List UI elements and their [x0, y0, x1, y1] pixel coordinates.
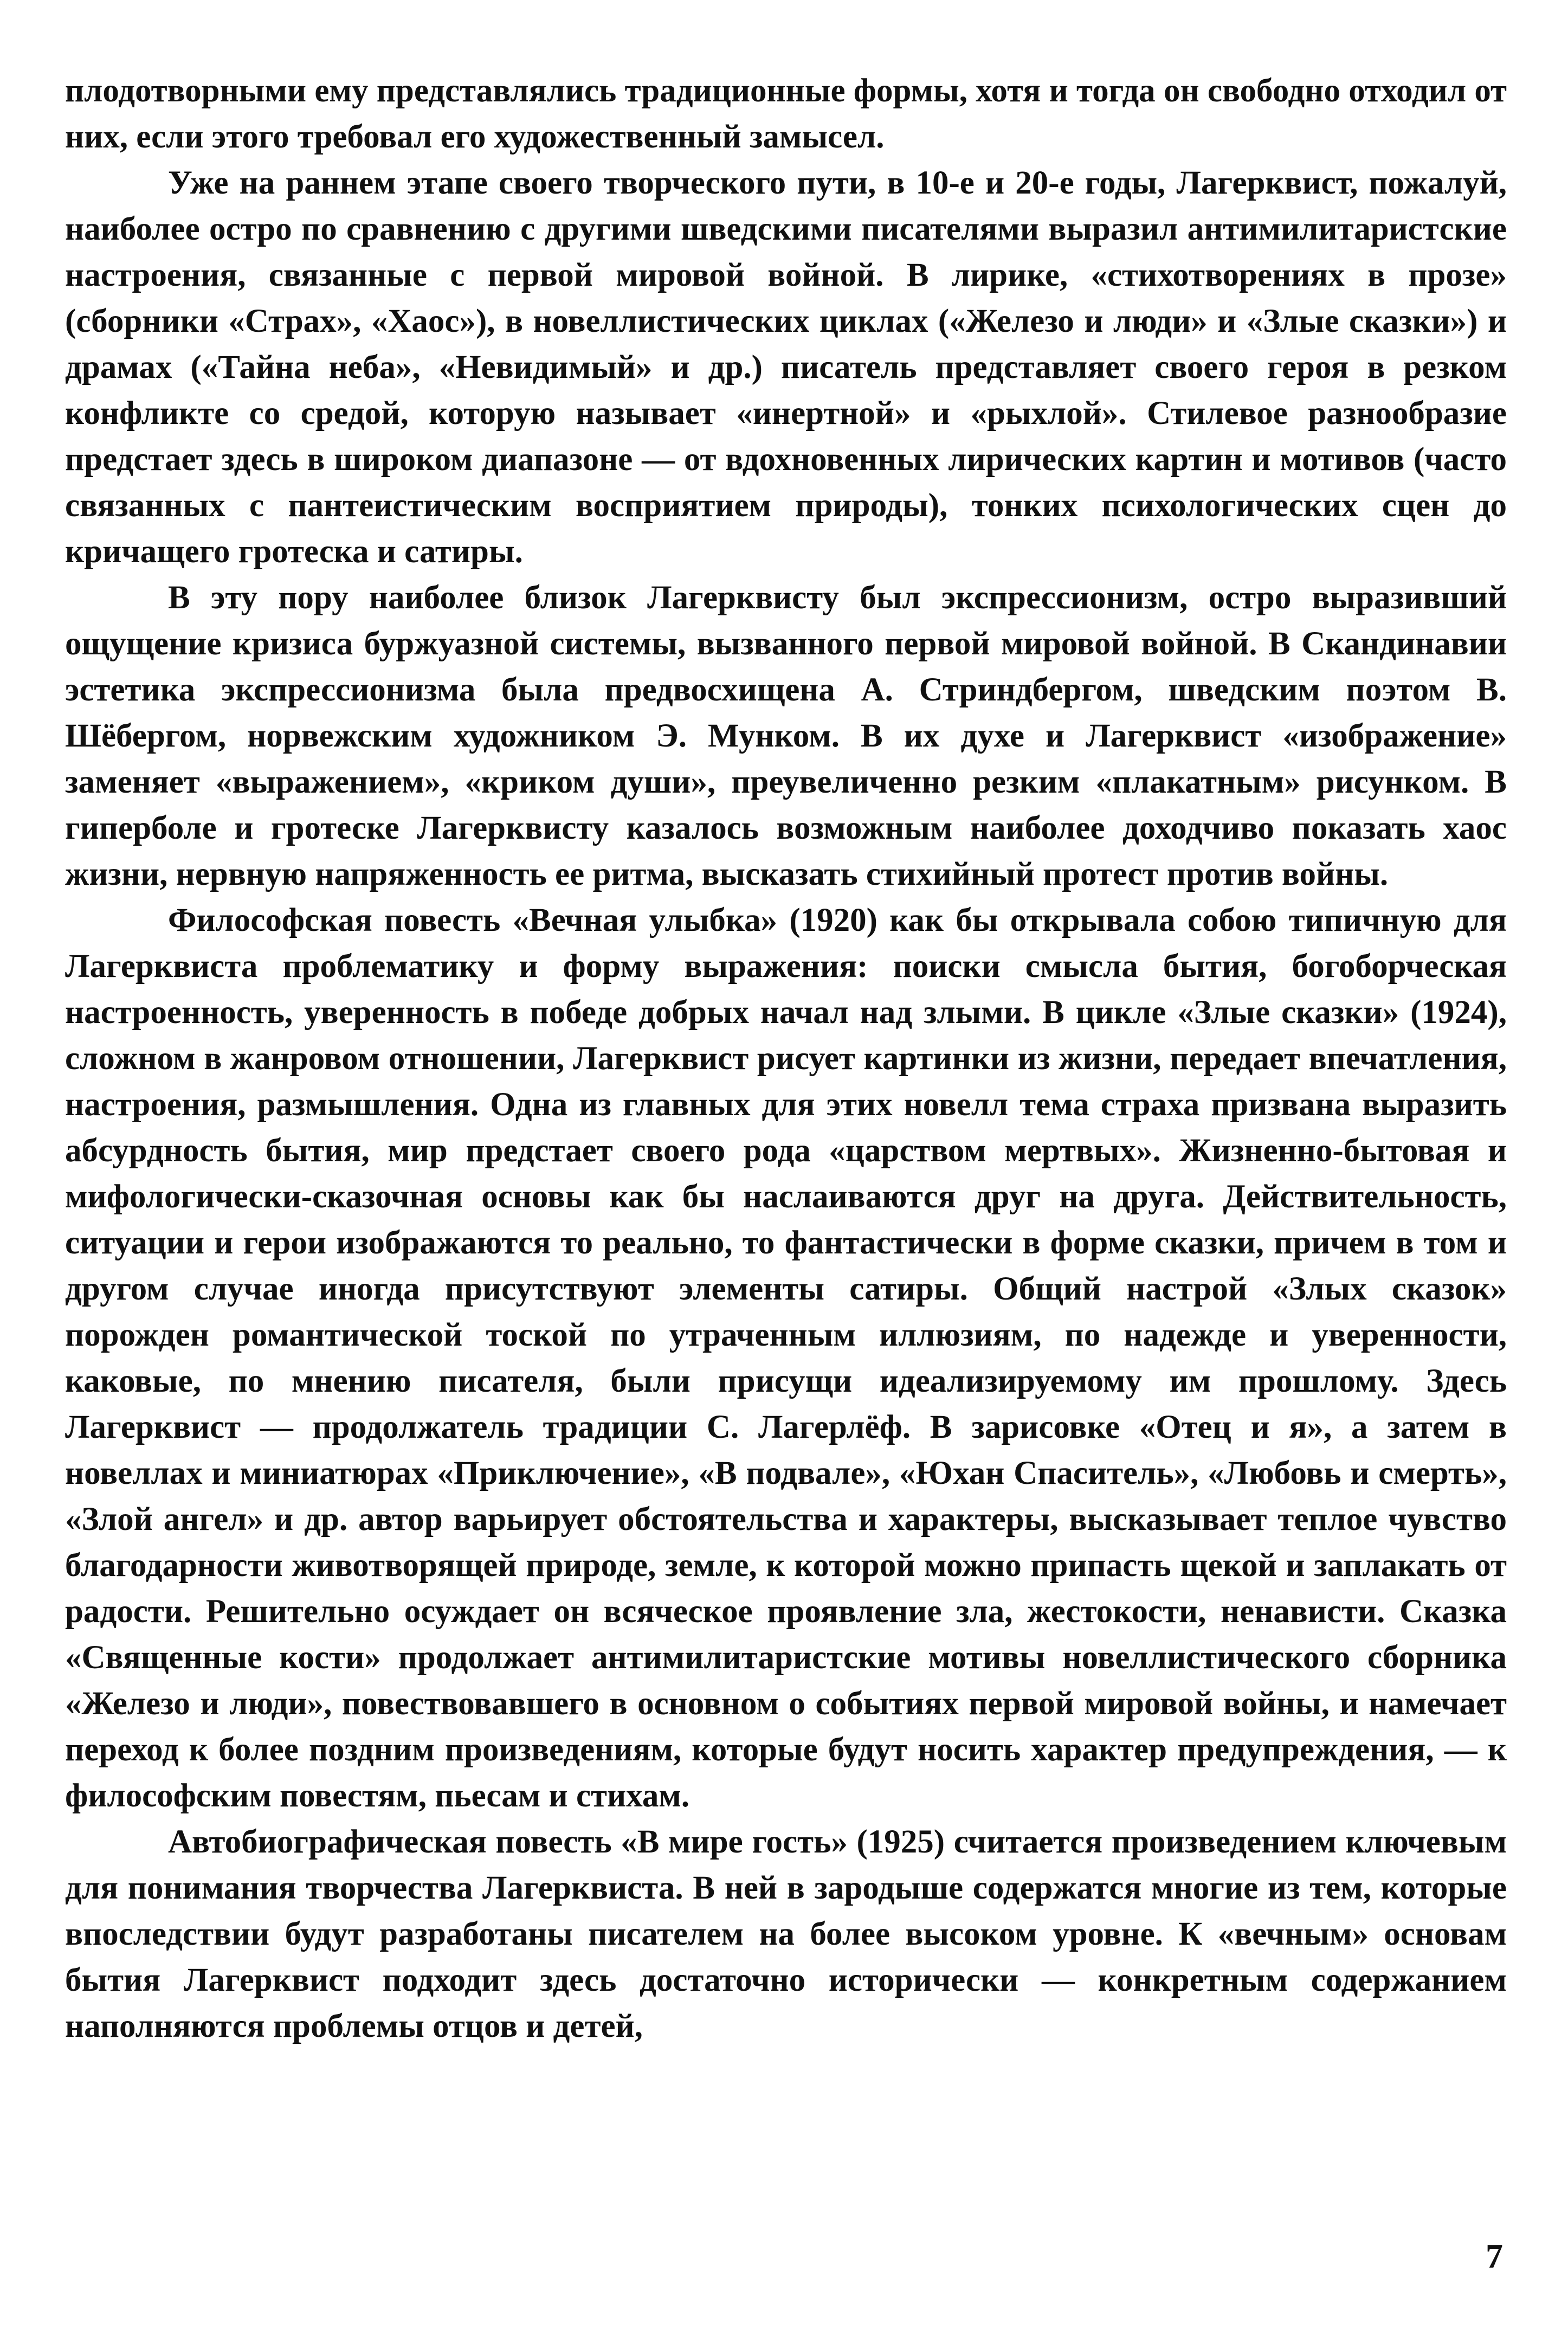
page-number: 7 — [1486, 2237, 1503, 2275]
paragraph-expressionism: В эту пору наиболее близок Лагерквисту был экспрессионизм, остро выразивший ощущение кризиса буржуазной системы, вызванного первой мировой войной. В Скандинавии эстетика экспрессионизма была предвосхищена А. Стриндбергом, шведским поэтом В. Шёбергом, норвежским художником Э. Мунком. В их духе и Лагерквист «изображение» заменяет «выражением», «криком души», преувеличенно резким «плакатным» рисунком. В гиперболе и гротеске Лагерквисту казалось возможным наиболее доходчиво показать хаос жизни, нервную напряженность ее ритма, высказать стихийный протест против войны. — [65, 580, 1507, 892]
page-body — [65, 68, 1507, 2049]
paragraph-antimilitarism: Уже на раннем этапе своего творческого пути, в 10-е и 20-е годы, Лагерквист, пожалуй, наиболее остро по сравнению с другими шведскими писателями выразил антимилитаристские настроения, связанные с первой мировой войной. В лирике, «стихотворениях в прозе» (сборники «Страх», «Хаос»), в новеллистических циклах («Железо и люди» и «Злые сказки») и драмах («Тайна неба», «Невидимый» и др.) писатель представляет своего героя в резком конфликте со средой, которую называет «инертной» и «рыхлой». Стилевое разнообразие предстает здесь в широком диапазоне — от вдохновенных лирических картин и мотивов (часто связанных с пантеистическим восприятием природы), тонких психологических сцен до кричащего гротеска и сатиры. — [65, 165, 1507, 570]
paragraph-continuation: плодотворными ему представлялись традиционные формы, хотя и тогда он свободно отходил от них, если этого требовал его художественный замысел. — [65, 73, 1507, 155]
paragraph-eternal-smile: Философская повесть «Вечная улыбка» (1920) как бы открывала собою типичную для Лагерквиста проблематику и форму выражения: поиски смысла бытия, богоборческая настроенность, уверенность в победе добрых начал над злыми. В цикле «Злые сказки» (1924), сложном в жанровом отношении, Лагерквист рисует картинки из жизни, передает впечатления, настроения, размышления. Одна из главных для этих новелл тема страха призвана выразить абсурдность бытия, мир предстает своего рода «царством мертвых». Жизненно-бытовая и мифологически-сказочная основы как бы наслаиваются друг на друга. Действительность, ситуации и герои изображаются то реально, то фантастически в форме сказки, причем в том и другом случае иногда присутствуют элементы сатиры. Общий настрой «Злых сказок» порожден романтической тоской по утраченным иллюзиям, по надежде и уверенности, каковые, по мнению писателя, были присущи идеализируемому им прошлому. Здесь Лагерквист — продолжатель традиции С. Лагерлёф. В зарисовке «Отец и я», а затем в новеллах и миниатюрах «Приключение», «В подвале», «Юхан Спаситель», «Любовь и смерть», «Злой ангел» и др. автор варьирует обстоятельства и характеры, высказывает теплое чувство благодарности животворящей природе, земле, к которой можно припасть щекой и заплакать от радости. Решительно осуждает он всяческое проявление зла, жестокости, ненависти. Сказка «Священные кости» продолжает антимилитаристские мотивы новеллистического сборника «Железо и люди», повествовавшего в основном о событиях первой мировой войны, и намечает переход к более поздним произведениям, которые будут носить характер предупреждения, — к философским повестям, пьесам и стихам. — [65, 902, 1507, 1814]
paragraph-guest-in-world: Автобиографическая повесть «В мире гость» (1925) считается произведением ключевым для понимания творчества Лагерквиста. В ней в зародыше содержатся многие из тем, которые впоследствии будут разработаны писателем на более высоком уровне. К «вечным» основам бытия Лагерквист подходит здесь достаточно исторически — конкретным содержанием наполняются проблемы отцов и детей, — [65, 1824, 1507, 2044]
